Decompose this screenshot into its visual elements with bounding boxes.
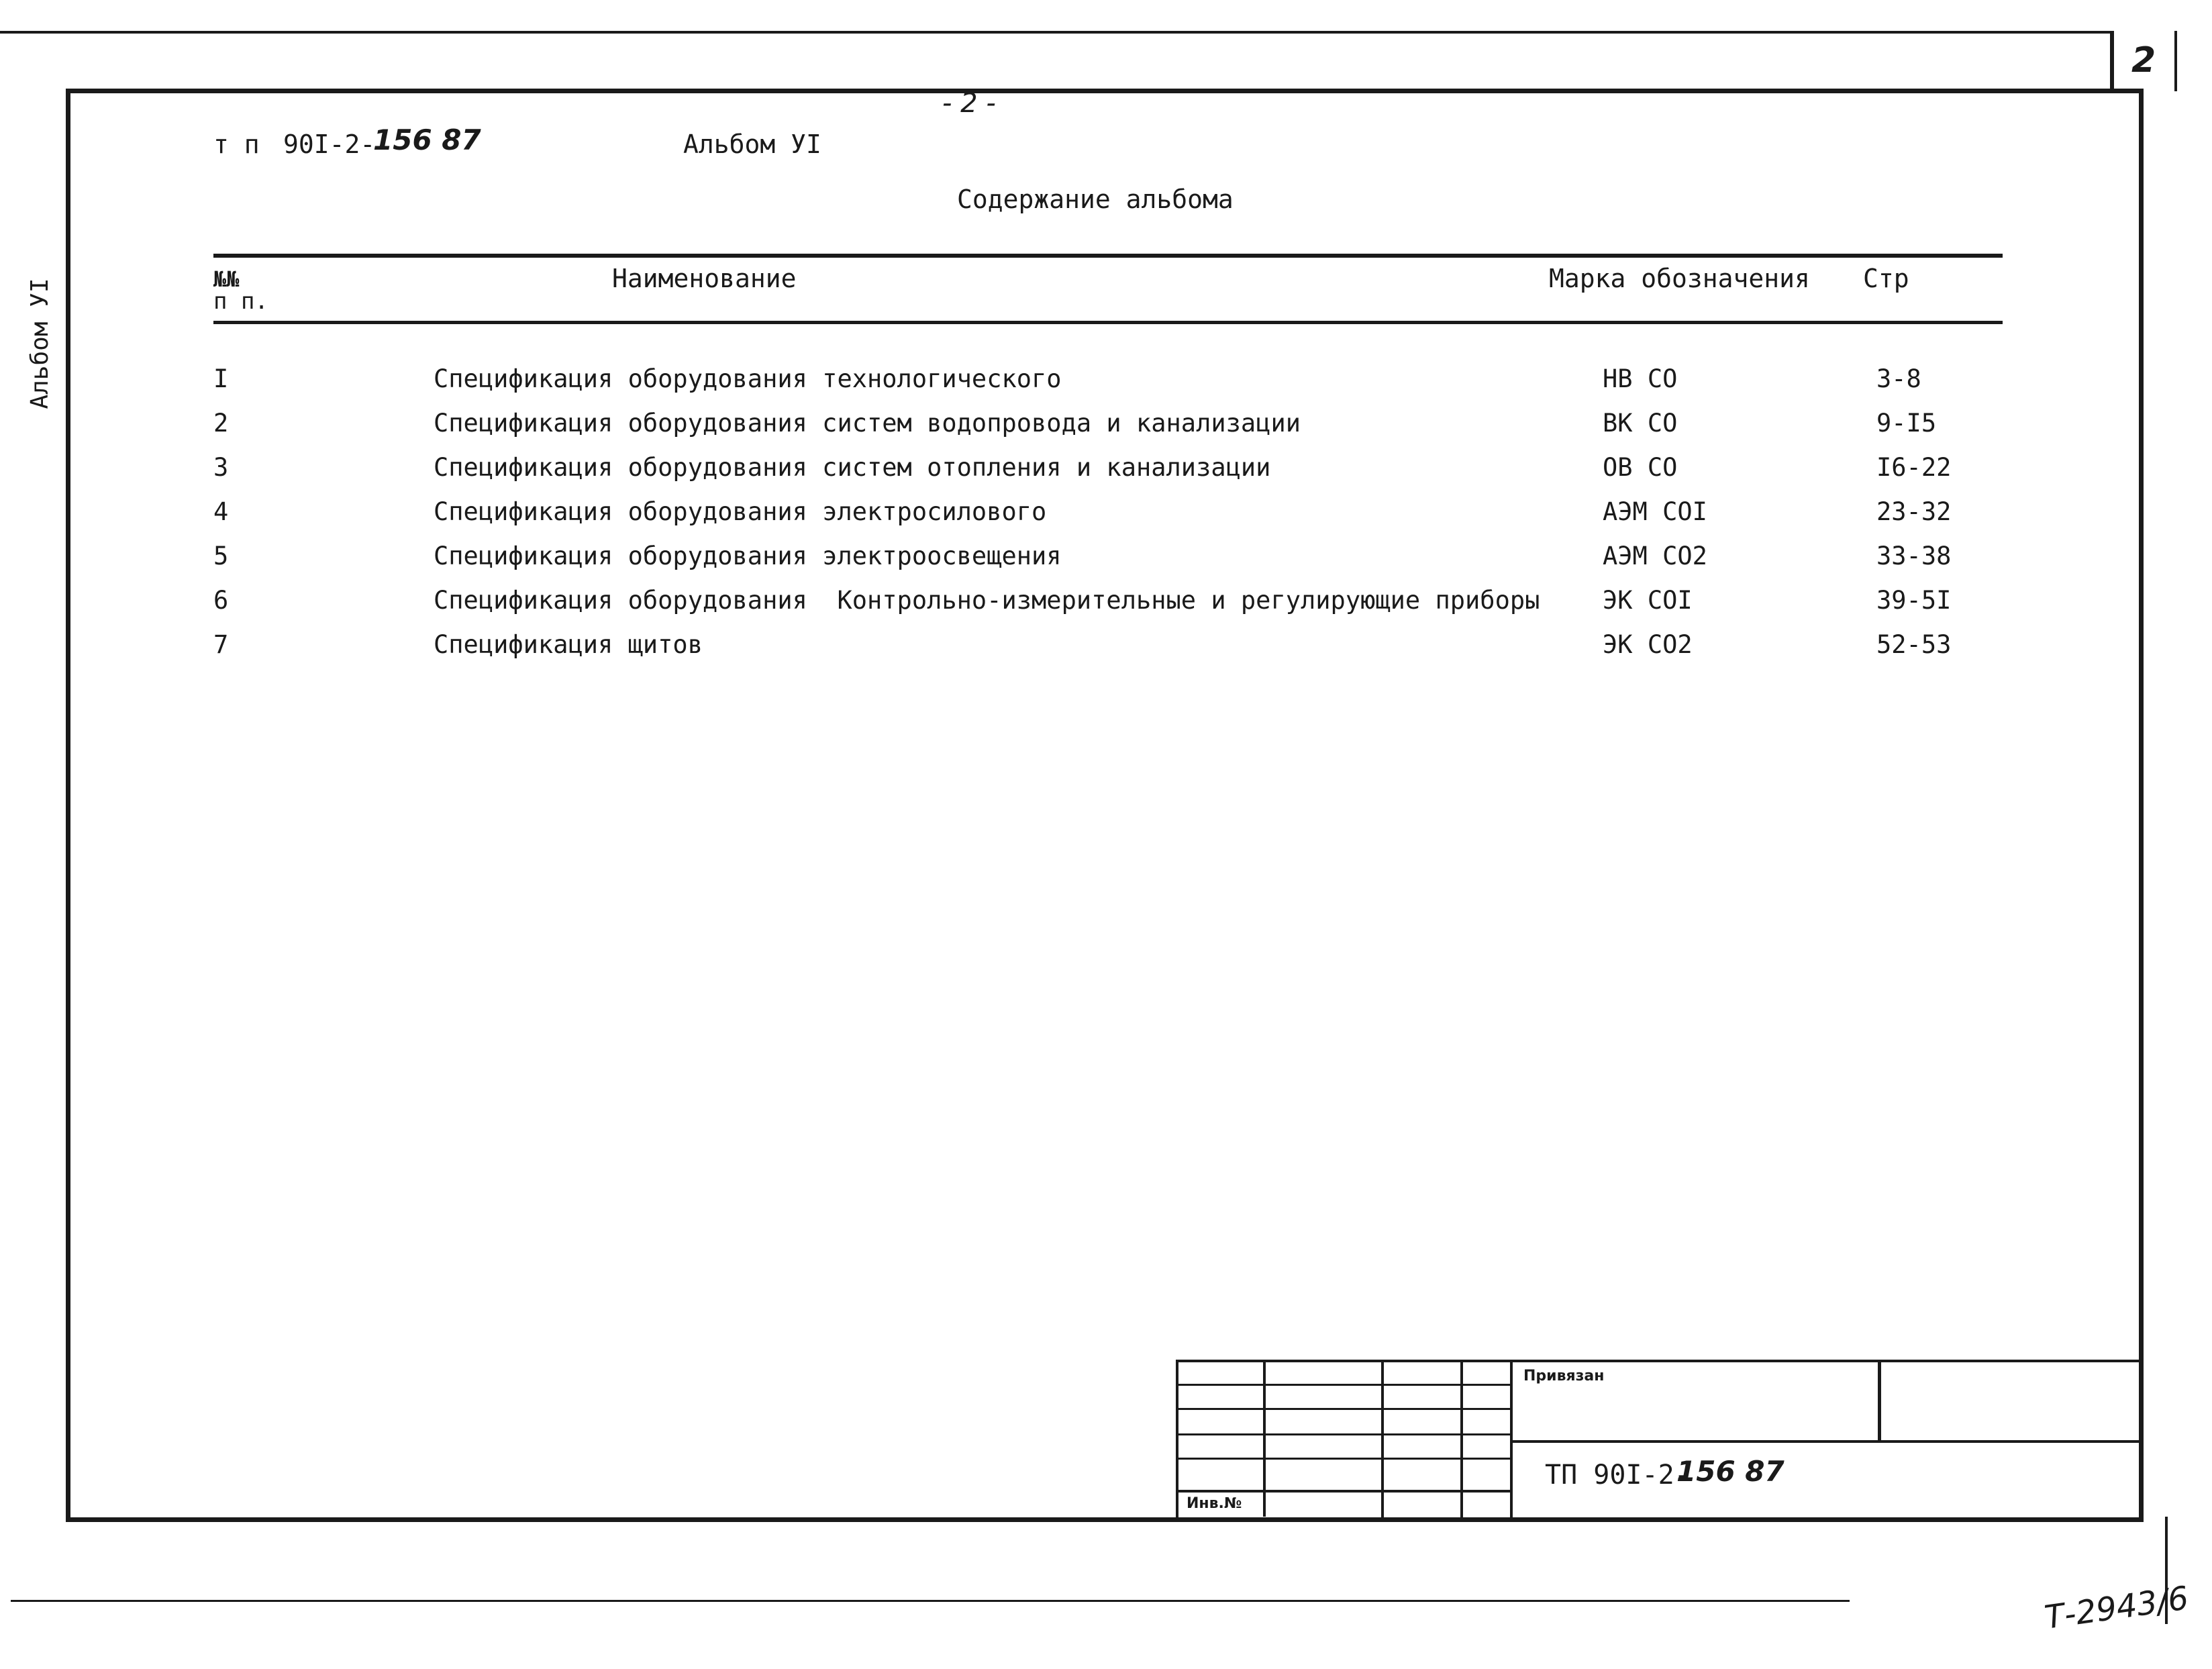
archive-number: Т-2943/6 [2042, 1579, 2191, 1637]
inv-label: Инв.№ [1187, 1495, 1242, 1512]
row-page: 3-8 [1876, 364, 1921, 393]
row-page: 39-5I [1876, 586, 1952, 615]
row-name: Спецификация щитов [434, 630, 703, 659]
row-number: 7 [213, 630, 229, 659]
table-top-rule [213, 254, 2003, 258]
row-name: Спецификация оборудования технологического [434, 364, 1062, 393]
row-number: 6 [213, 586, 229, 615]
title-block [1176, 1360, 2144, 1522]
row-mark: ЭК СО2 [1603, 630, 1693, 659]
row-number: 5 [213, 542, 229, 570]
row-number: I [213, 364, 229, 393]
stamp-vline [1878, 1360, 1881, 1443]
row-mark: НВ СО [1603, 364, 1678, 393]
corner-box-right [2174, 31, 2177, 91]
row-name: Спецификация оборудования электросилового [434, 497, 1047, 526]
tp-prefix: т п [213, 130, 260, 159]
row-mark: ВК СО [1603, 409, 1678, 438]
row-page: 33-38 [1876, 542, 1952, 570]
row-mark: АЭМ СО2 [1603, 542, 1707, 570]
corner-page-number: 2 [2131, 40, 2156, 81]
col-num-header-line2: п п. [213, 288, 268, 315]
row-number: 4 [213, 497, 229, 526]
sheet-bottom-edge [11, 1600, 1850, 1602]
col-mark-header: Марка обозначения [1549, 264, 1810, 293]
row-page: 23-32 [1876, 497, 1952, 526]
stamp-grid-hline [1176, 1490, 1513, 1493]
stamp-doc-code: ТП 90I-2- [1545, 1460, 1691, 1490]
stamp-doc-code-handwritten: 156 87 [1676, 1455, 1784, 1488]
table-header-rule [213, 321, 2003, 324]
corner-box-left [2110, 31, 2114, 91]
row-number: 2 [213, 409, 229, 438]
doc-code-handwritten: 156 87 [373, 123, 481, 156]
row-name: Спецификация оборудования систем отопления и канализации [434, 453, 1271, 482]
stamp-privyazan-cell [1510, 1360, 2144, 1443]
row-name: Спецификация оборудования систем водопровода и канализации [434, 409, 1301, 438]
stamp-grid-hline [1176, 1433, 1513, 1435]
row-page: 52-53 [1876, 630, 1952, 659]
stamp-grid-hline [1176, 1458, 1513, 1460]
privyazan-label: Привязан [1523, 1368, 1605, 1384]
doc-code: 90I-2- [283, 130, 376, 159]
row-number: 3 [213, 453, 229, 482]
row-page: 9-I5 [1876, 409, 1937, 438]
col-num-header-line1: №№ [213, 266, 240, 292]
stamp-grid-hline [1176, 1384, 1513, 1386]
stamp-grid-hline [1176, 1408, 1513, 1410]
row-page: I6-22 [1876, 453, 1952, 482]
row-name: Спецификация оборудования Контрольно-измерительные и регулирующие приборы [434, 586, 1540, 615]
drawing-frame [66, 89, 2144, 1522]
row-name: Спецификация оборудования электроосвещения [434, 542, 1062, 570]
side-album-label: Альбом УI [26, 278, 54, 409]
row-mark: ОВ СО [1603, 453, 1678, 482]
col-page-header: Стр [1863, 264, 1909, 293]
sheet-top-edge [0, 31, 2113, 34]
row-mark: АЭМ СОI [1603, 497, 1707, 526]
header-page-marker: - 2 - [942, 88, 996, 119]
page-title: Содержание альбома [957, 185, 1234, 214]
album-label: Альбом УI [683, 130, 821, 159]
col-name-header: Наименование [612, 264, 797, 293]
row-mark: ЭК СОI [1603, 586, 1693, 615]
